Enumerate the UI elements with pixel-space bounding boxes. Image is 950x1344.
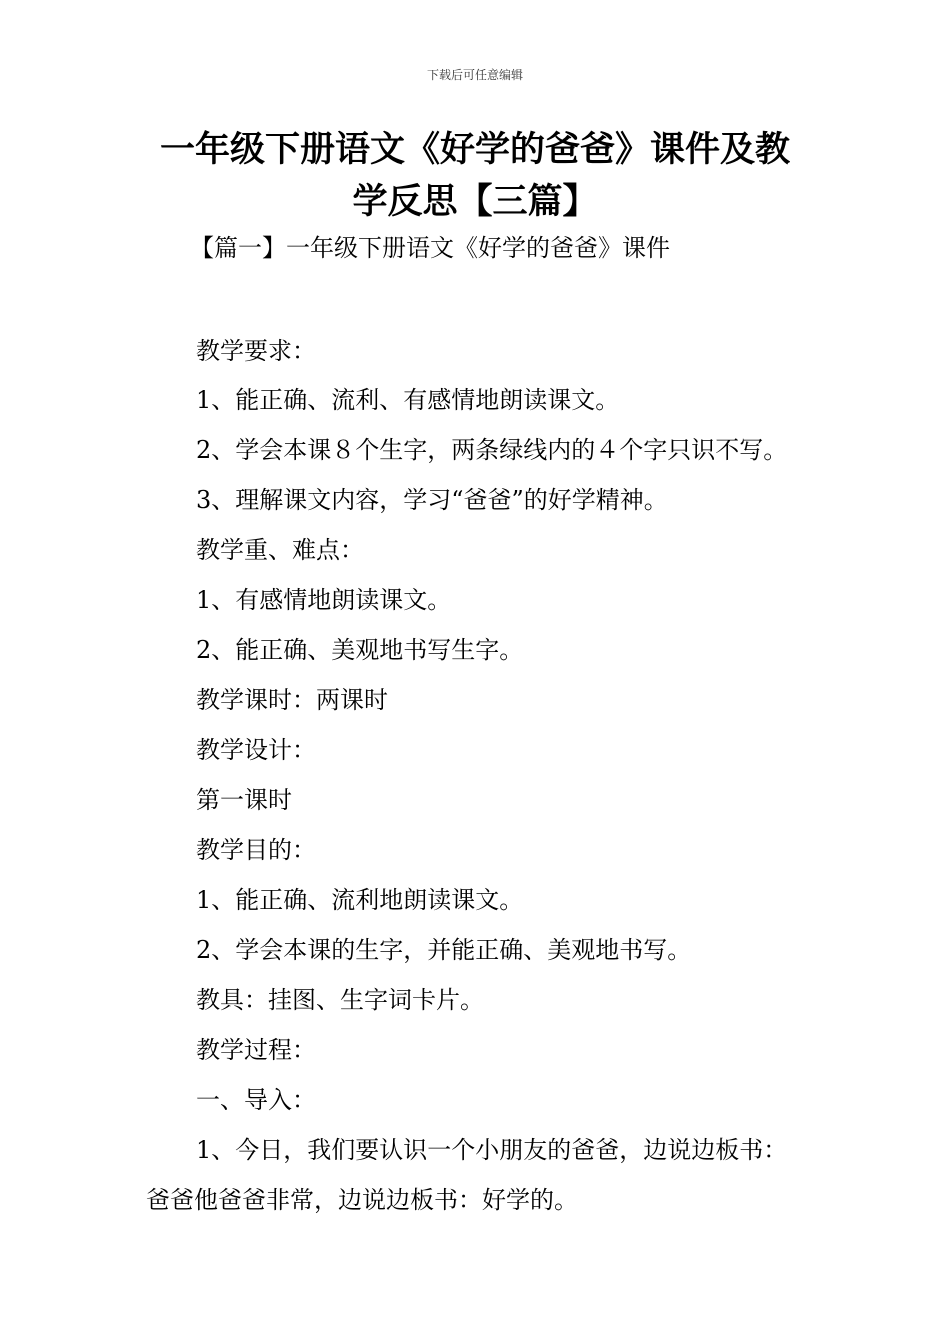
paragraph: 2、学会本课的生字，并能正确、美观地书写。 [196,936,692,964]
paragraph: 教学课时：两课时 [196,686,388,714]
paragraph: 教具：挂图、生字词卡片。 [196,986,484,1014]
paragraph: 1、能正确、流利、有感情地朗读课文。 [196,386,620,414]
section-heading: 【篇一】一年级下册语文《好学的爸爸》课件 [190,234,670,262]
paragraph: 教学目的： [196,836,316,864]
paragraph: 1、今日，我们要认识一个小朋友的爸爸，边说边板书： [196,1136,788,1164]
paragraph: 教学重、难点： [196,536,364,564]
document-title-line-2: 学反思【三篇】 [352,182,598,222]
document-title-line-1: 一年级下册语文《好学的爸爸》课件及教 [159,130,790,170]
paragraph: 一、导入： [196,1086,316,1114]
paragraph: 1、有感情地朗读课文。 [196,586,452,614]
paragraph: 2、学会本课８个生字，两条绿线内的４个字只识不写。 [196,436,788,464]
paragraph: 教学过程： [196,1036,316,1064]
paragraph: 第一课时 [196,786,292,814]
page-header: 下载后可任意编辑 [426,68,523,82]
paragraph: 3、理解课文内容，学习“爸爸”的好学精神。 [196,486,668,514]
paragraph: 2、能正确、美观地书写生字。 [196,636,524,664]
paragraph: 教学要求： [196,337,316,365]
paragraph: 1、能正确、流利地朗读课文。 [196,886,524,914]
paragraph: 爸爸他爸爸非常，边说边板书：好学的。 [146,1186,578,1214]
paragraph: 教学设计： [196,736,316,764]
